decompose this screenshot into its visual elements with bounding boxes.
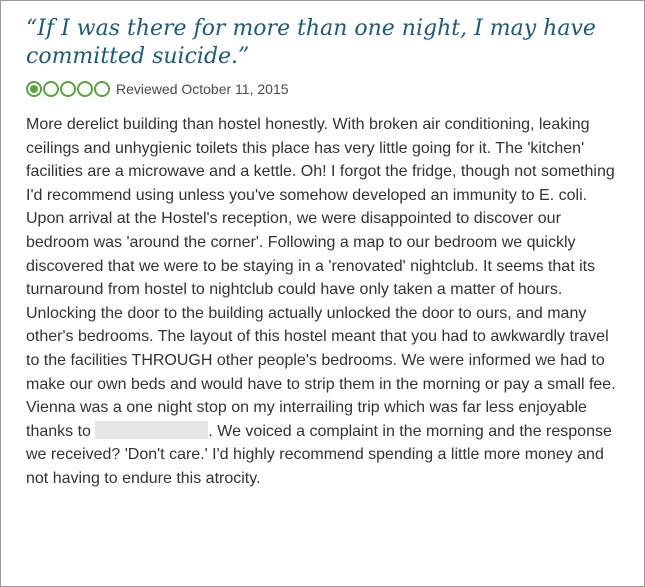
review-body xyxy=(26,113,626,491)
review-body-text: More derelict building than hostel honestly. With broken air conditioning, leaking ceilings and unhygienic toilets this place has very little going for it. The 'kitchen' facilities are a microwave and a kettle. Oh! I forgot the fridge, though not something I'd recommend using unless you've somehow developed an immunity to E. coli. Upon arrival at the Hostel's reception, we were disappointed to discover our bedroom was 'around the corner'. Following a map to our bedroom we quickly discovered that we were to be staying in a 'renovated' nightclub. It seems that its turnaround from hostel to nightclub could have only taken a matter of hours. Unlocking the door to the building actually unlocked the door to ours, and many other's bedrooms. The layout of this hostel meant that you had to awkwardly travel to the facilities THROUGH other people's bedrooms. We were informed we had to make our own beds and would have to strip them in the morning or pay a small fee. Vienna was a one night stop on my interrailing trip which was far less enjoyable thanks to xyxy=(26,116,616,440)
rating-bubble-empty-icon xyxy=(94,81,110,97)
review-body-text-end: . We voiced a complaint in the morning and the response we received? 'Don't care.' I'd highly recommend spending a little more money and not having to endure this atrocity. xyxy=(26,422,612,487)
review-date: Reviewed October 11, 2015 xyxy=(116,81,289,97)
rating-row xyxy=(26,79,626,99)
review-title[interactable]: “If I was there for more than one night, I may have committed suicide.” xyxy=(26,16,596,69)
rating-bubble-empty-icon xyxy=(77,81,93,97)
redacted-block xyxy=(95,421,208,439)
rating-bubble-filled-icon xyxy=(26,81,42,97)
review xyxy=(26,15,626,491)
rating-bubble-empty-icon xyxy=(60,81,76,97)
rating-bubbles xyxy=(26,81,110,97)
rating-bubble-empty-icon xyxy=(43,81,59,97)
